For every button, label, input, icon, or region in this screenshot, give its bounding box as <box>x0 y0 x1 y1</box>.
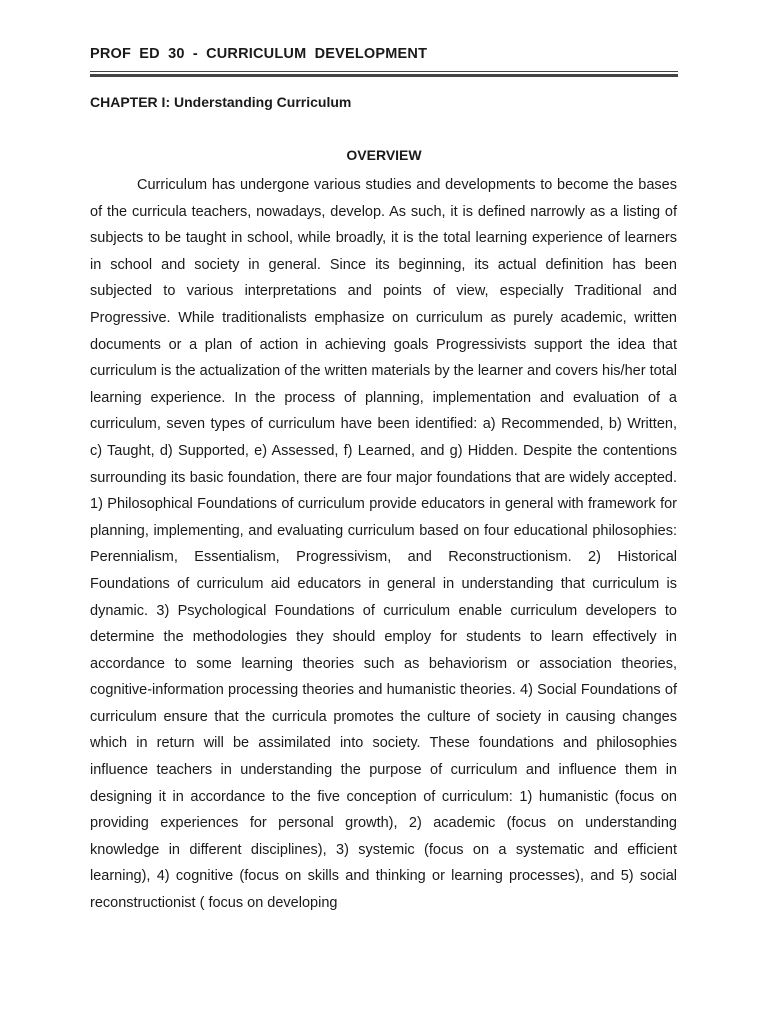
chapter-title: CHAPTER I: Understanding Curriculum <box>90 94 352 110</box>
course-header-title: PROF ED 30 - CURRICULUM DEVELOPMENT <box>90 46 428 62</box>
header-divider-thin <box>90 71 678 72</box>
overview-paragraph: Curriculum has undergone various studies and developments to become the bases of the curricula teachers, nowadays, develop. As such, it is defined narrowly as a listing of subjects to be taught in school, while broadly, it is the total learning experience of learners in school and society in general. Since its beginning, its actual definition has been subjected to various interpretations and points of view, especially Traditional and Progressive. While traditionalists emphasize on curriculum as purely academic, written documents or a plan of action in achieving goals Progressivists support the idea that curriculum is the actualization of the written materials by the learner and covers his/her total learning experience. In the process of planning, implementation and evaluation of a curriculum, seven types of curriculum have been identified: a) Recommended, b) Written, c) Taught, d) Supported, e) Assessed, f) Learned, and g) Hidden. Despite the contentions surrounding its basic foundation, there are four major foundations that are widely accepted. 1) Philosophical Foundations of curriculum provide educators in general with framework for planning, implementing, and evaluating curriculum based on four educational philosophies: Perennialism, Essentialism, Progressivism, and Reconstructionism. 2) Historical Foundations of curriculum aid educators in general in understanding that curriculum is dynamic. 3) Psychological Foundations of curriculum enable curriculum developers to determine the methodologies they should employ for students to learn effectively in accordance to some learning theories such as behaviorism or association theories, cognitive-information processing theories and humanistic theories. 4) Social Foundations of curriculum ensure that the curricula promotes the culture of society in causing changes which in return will be assimilated into society. These foundations and philosophies influence teachers in understanding the purpose of curriculum and influence them in designing it in accordance to the five conception of curriculum: 1) humanistic (focus on providing experiences for personal growth), 2) academic (focus on understanding knowledge in different disciplines), 3) systemic (focus on a systematic and efficient learning), 4) cognitive (focus on skills and thinking or learning processes), and 5) social reconstructionist ( focus on developing <box>90 177 677 912</box>
header-divider-thick <box>90 74 678 77</box>
section-title-overview: OVERVIEW <box>346 147 422 163</box>
